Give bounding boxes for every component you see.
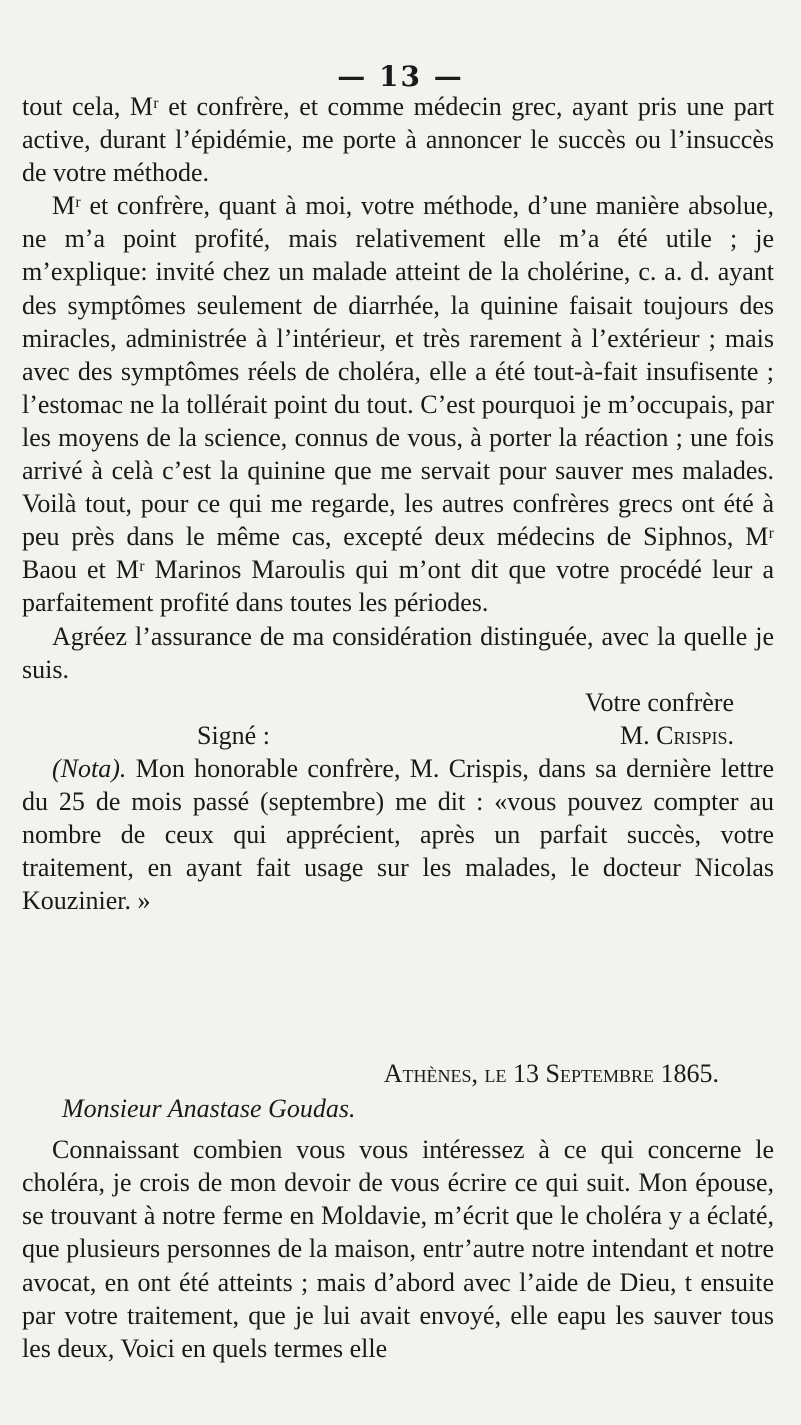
- paragraph: Mʳ et confrère, quant à moi, votre méthode, d’une manière absolue, ne m’a point profité, mais relativement elle m’a été utile ; je m’explique: invité chez un malade atteint de la cholérine, c. a. d. ayant des symptômes seulement de diarrhée, la quinine faisait toujours des miracles, administrée à l’intérieur, et très rarement à l’extérieur ; mais avec des symptômes réels de choléra, elle a été tout-à-fait insufisente ; l’estomac ne la tollérait point du tout. C’est pourquoi je m’occupais, par les moyens de la science, connus de vous, à porter la réaction ; une fois arrivé à celà c’est la quinine que me servait pour sauver mes malades. Voilà tout, pour ce qui me regarde, les autres confrères grecs ont été à peu près dans le même cas, excepté deux médecins de Siphnos, Mʳ Baou et Mʳ Marinos Maroulis qui m’ont dit que votre procédé leur a parfaitement profité dans toutes les périodes.: [22, 191, 774, 618]
- letter-crispis: [22, 90, 774, 917]
- signed-label: Signé :: [197, 720, 270, 750]
- place-date: Athènes, le 13 Septembre 1865.: [383, 1059, 719, 1088]
- paragraph: tout cela, Mʳ et confrère, et comme médecin grec, ayant pris une part active, durant l’épidémie, me porte à annoncer le succès ou l’insuccès de votre méthode.: [22, 92, 774, 188]
- letter-goudas: [22, 1057, 774, 1365]
- nota-text: Mon honorable confrère, M. Crispis, dans sa dernière lettre du 25 de mois passé (septembre) me dit : «vous pouvez compter au nombre de ceux qui apprécient, après un parfait succès, votre traitement, en ayant fait usage sur les malades, le docteur Nicolas Kouzinier. »: [22, 753, 774, 916]
- addressee: Monsieur Anastase Goudas.: [62, 1094, 356, 1124]
- signature-line: [22, 719, 774, 752]
- page-number: — 13 —: [337, 60, 464, 93]
- nota-label: (Nota).: [52, 753, 127, 783]
- nota-paragraph: [22, 752, 774, 917]
- paragraph: Connaissant combien vous vous intéressez à ce qui concerne le choléra, je crois de mon devoir de vous écrire ce qui suit. Mon épouse, se trouvant à notre ferme en Moldavie, m’écrit que le choléra y a éclaté, que plusieurs personnes de la maison, entr’autre notre intendant et notre avocat, en ont été atteints ; mais d’abord avec l’aide de Dieu, t ensuite par votre traitement, que je lui avait envoyé, elle eapu les sauver tous les deux, Voici en quels termes elle: [22, 1135, 774, 1363]
- paragraph: [22, 620, 774, 686]
- closing-formula: Votre confrère: [585, 687, 734, 717]
- closing-sentence: Agréez l’assurance de ma considération distinguée, avec la quelle je suis.: [22, 621, 774, 684]
- signature: M. Crispis.: [620, 720, 734, 750]
